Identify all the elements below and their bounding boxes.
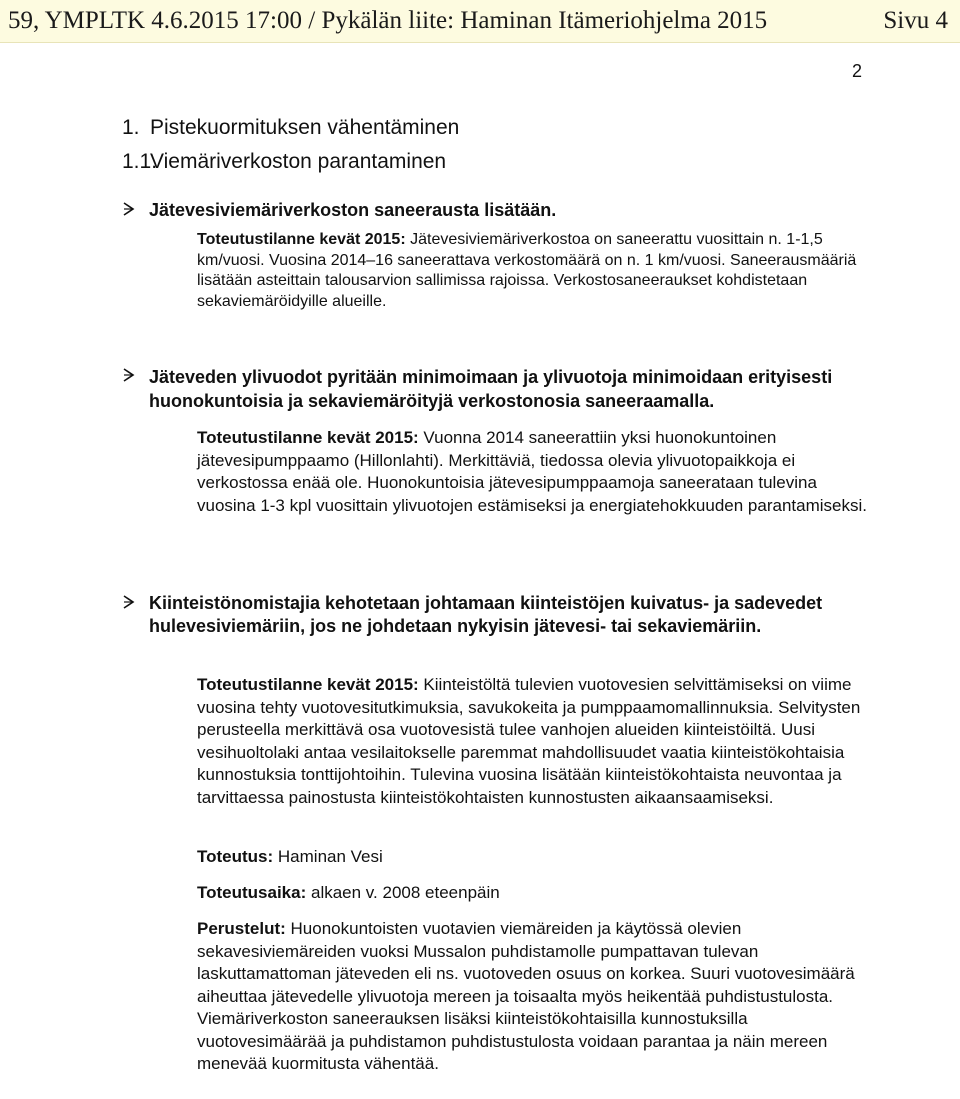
subsection-heading-number: 1.1. — [122, 150, 158, 173]
schedule-text: alkaen v. 2008 eteenpäin — [306, 883, 500, 902]
implementer-text: Haminan Vesi — [273, 847, 383, 866]
section-heading — [122, 115, 459, 141]
arrow-bullet-icon — [122, 202, 136, 216]
schedule-line — [197, 882, 867, 905]
section-heading-text: Pistekuormituksen vähentäminen — [150, 116, 460, 139]
measure-bullet-text: Jätevesiviemäriverkoston saneerausta lisätään. — [149, 200, 557, 220]
implementer-label: Toteutus: — [197, 847, 274, 866]
status-label: Toteutustilanne kevät 2015: — [197, 675, 419, 694]
implementer-line — [197, 846, 867, 869]
document-header-title: 59, YMPLTK 4.6.2015 17:00 / Pykälän liite: Haminan Itämeriohjelma 2015 — [8, 7, 768, 34]
measure-bullet-text: Kiinteistönomistajia kehotetaan johtamaan kiinteistöjen kuivatus- ja sadevedet hulevesiviemäriin, jos ne johdetaan nykyisin jätevesi- tai sekaviemäriin. — [149, 593, 823, 636]
page-number: 2 — [852, 61, 863, 81]
status-paragraph — [197, 230, 867, 312]
document-page-label: Sivu 4 — [883, 7, 948, 34]
measure-bullet — [122, 199, 922, 221]
rationale-paragraph — [197, 918, 867, 1076]
section-heading-number: 1. — [122, 116, 140, 139]
measure-bullet-text: Jäteveden ylivuodot pyritään minimoimaan ja ylivuotoja minimoidaan erityisesti huonokuntoisia ja sekaviemäröityjä verkostonosia saneeraamalla. — [149, 367, 833, 411]
status-text: Vuonna 2014 saneerattiin yksi huonokuntoinen jätevesipumppaamo (Hillonlahti). Merkittäviä, tiedossa olevia ylivuotopaikkoja ei verkostossa enää ole. Huonokuntoisia jätevesipumppaamoja saneerataan tulevina vuosina 1-3 kpl vuosittain ylivuotojen estämiseksi ja energiatehokkuuden parantamiseksi. — [197, 428, 867, 515]
arrow-bullet-icon — [122, 368, 136, 382]
status-label: Toteutustilanne kevät 2015: — [197, 231, 406, 248]
measure-bullet — [122, 592, 922, 637]
status-text: Jätevesiviemäriverkostoa on saneerattu vuosittain n. 1-1,5 km/vuosi. Vuosina 2014–16 saneerattava verkostomäärä on n. 1 km/vuosi. Saneerausmääriä lisätään asteittain talousarvion sallimissa rajoissa. Verkostosaneeraukset kohdistetaan sekaviemäröidyille alueille. — [197, 231, 857, 310]
status-text: Kiinteistöltä tulevien vuotovesien selvittämiseksi on viime vuosina tehty vuotovesitutkimuksia, savukokeita ja pumppaamomallinnuksia. Selvitysten perusteella merkittävä osa vuotovesistä tulee vanhojen alueiden kiinteistöiltä. Uusi vesihuoltolaki antaa vesilaitokselle paremmat mahdollisuudet vaatia kiinteistökohtaisia kunnostuksia tonttijohtoihin. Tulevina vuosina lisätään kiinteistökohtaista neuvontaa ja tarvittaessa painostusta kiinteistökohtaisten kunnostusten aikaansaamiseksi. — [197, 675, 861, 807]
status-paragraph — [197, 674, 867, 809]
status-paragraph — [197, 427, 867, 517]
schedule-label: Toteutusaika: — [197, 883, 307, 902]
page-header-bar — [0, 0, 960, 43]
rationale-text: Huonokuntoisten vuotavien viemäreiden ja käytössä olevien sekavesiviemäreiden vuoksi Mussalon puhdistamolle pumpattavan tulevan laskuttamattoman jäteveden eli ns. vuotoveden osuus on korkea. Suuri vuotovesimäärä aiheuttaa jätevedelle ylivuotoja mereen ja toisaalta myös heikentää puhdistustulosta. Viemäriverkoston saneerauksen lisäksi kiinteistökohtaisilla kunnostuksilla vuotovesimäärää ja puhdistamon puhdistustulosta voidaan parantaa ja näin mereen menevää kuormitusta vähentää. — [197, 919, 855, 1073]
rationale-label: Perustelut: — [197, 919, 286, 938]
status-label: Toteutustilanne kevät 2015: — [197, 428, 419, 447]
subsection-heading-text: Viemäriverkoston parantaminen — [150, 150, 447, 173]
subsection-heading — [122, 149, 446, 175]
arrow-bullet-icon — [122, 595, 136, 609]
measure-bullet — [122, 365, 922, 413]
